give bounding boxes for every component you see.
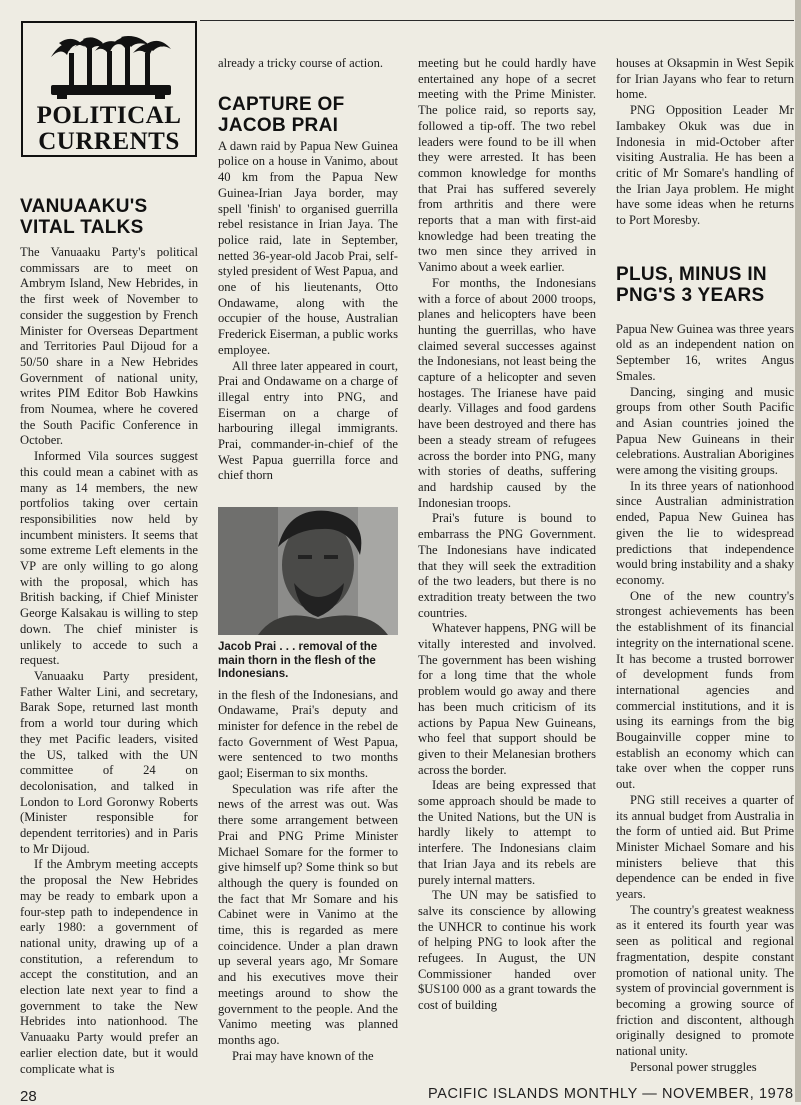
paragraph: Whatever happens, PNG will be vitally interested and involved. The government has been wishing for a long time that the whole problem would go away and there has been much criticism of its actions by Papua New Guineans, who feel that support should be given to their Melanesian brothers across the border. bbox=[418, 621, 596, 777]
page-edge bbox=[795, 0, 801, 1102]
capture-body-c bbox=[418, 56, 596, 1014]
paragraph: If the Ambrym meeting accepts the proposal the New Hebrides may be ready to embark upon a four-step path to independence in early 1980: a government of national unity, drawing up of a constitution, a referendum to accept the constitution, and an election late next year to find a government to take the New Hebrides into nationhood. The Vanuaaku Party would prefer an earlier election date, but it would complicate what is bbox=[20, 857, 198, 1076]
jacob-prai-photo bbox=[218, 507, 398, 635]
masthead-title bbox=[23, 103, 195, 155]
page-number: 28 bbox=[20, 1088, 37, 1105]
column-2-lower bbox=[218, 641, 398, 1064]
vanuaaku-body bbox=[20, 245, 198, 1077]
palm-trees-icon bbox=[49, 33, 173, 99]
paragraph: Personal power struggles bbox=[630, 1059, 757, 1074]
paragraph: Dancing, singing and music groups from other South Pacific and Asian countries joined the Papua New Guineans in their celebrations. Australian Aborigines were among the visiting groups. bbox=[616, 384, 794, 478]
capture-body-d bbox=[616, 56, 794, 229]
paragraph: already a tricky course of action. bbox=[218, 56, 384, 70]
publication-footer: PACIFIC ISLANDS MONTHLY — NOVEMBER, 1978 bbox=[428, 1086, 794, 1102]
masthead-line-2: CURRENTS bbox=[38, 128, 180, 155]
column-3 bbox=[418, 56, 596, 1014]
paragraph: Ideas are being expressed that some approach should be made to the United Nations, but the UN is hardly likely to attempt to interfere. The Indonesians claim that Irian Jaya and its rebels are purely internal matters. bbox=[418, 778, 596, 887]
paragraph: A dawn raid by Papua New Guinea police on a house in Vanimo, about 40 km from the Papua New Guinea-Irian Jaya border, may spell 'finish' to organised guerrilla rebel resistance in Irian Jaya. The police raid, late in September, netted 36-year-old Jacob Prai, self-styled president of West Papua, and one of his lieutenants, Otto Ondawame, along with the occupier of the house, Australian Frederick Eiserman, a public works employee. bbox=[218, 138, 398, 357]
paragraph: houses at Oksapmin in West Sepik for Irian Jayans who fear to return home. bbox=[616, 56, 794, 102]
png-body bbox=[616, 322, 794, 1076]
column-1 bbox=[20, 196, 198, 1077]
paragraph: Informed Vila sources suggest this could mean a cabinet with as many as 14 members, the new portfolios taking over certain responsibilities now held by incumbent ministers. It seems that some extreme Left elements in the VP are only willing to go along with the proposal, which has British backing, if Chief Minister George Kalsakau is willing to step down. The chief minister is unlikely to accede to such a request. bbox=[20, 449, 198, 668]
paragraph: Prai may have known of the bbox=[232, 1048, 374, 1063]
paragraph: All three later appeared in court, Prai and Ondawame on a charge of illegal entry into PNG, and Eiserman on a charge of harbouring illegal immigrants. Prai, commander-in-chief of the West Papua guerrilla force and chief thorn bbox=[218, 358, 398, 483]
paragraph: meeting but he could hardly have entertained any hope of a secret meeting with the Prime Minister. The police raid, so reports say, followed a tip-off. The two rebel leaders were found to be ill when they were arrested. It has been common knowledge for months that Prai has suffered severely from arthritis and there were reports that a man with first-aid knowledge had been treating the two men since they arrived in Vanimo about a week earlier. bbox=[418, 56, 596, 275]
capture-body-b bbox=[218, 688, 398, 1065]
paragraph: One of the new country's strongest achievements has been the establishment of its financial integrity on the international scene. It has become a trusted borrower of development funds from international agencies and commercial institutions, and it is using its earnings from the big Bougainville copper mine to establish an economy which can take over when the copper runs out. bbox=[616, 588, 795, 792]
masthead-line-1: POLITICAL bbox=[36, 102, 182, 129]
paragraph: For months, the Indonesians with a force of about 2000 troops, planes and helicopters have been hunting the guerrillas, who have claimed several successes against the Indonesians, not least being the capture of a helicopter and seven hostages. The Irianese have paid dearly. Villages and food gardens have been destroyed and there has been a steady stream of refugees across the border into PNG, many with stories of deaths, suffering and hardship caused by the Indonesian troops. bbox=[418, 275, 596, 510]
paragraph: PNG Opposition Leader Mr Iambakey Okuk was due in Indonesia in mid-October after visiting Australia. He has been a critic of Mr Somare's handling of the Irian Jaya problem. He might have some ideas when he returns to Port Moresby. bbox=[616, 103, 794, 228]
paragraph: Speculation was rife after the news of the arrest was out. Was there some arrangement between Prai and PNG Prime Minister Michael Somare for the former to give himself up? Some think so but although the query is founded on the fact that Mr Somare and his Cabinet were in Vanimo at the time, this is regarded as mere coincidence. Under a plan drawn up several years ago, Mr Somare and his executives move their meetings around to show the government to the people. And the Vanimo meeting was planned months ago. bbox=[218, 781, 398, 1047]
capture-body-a bbox=[218, 139, 398, 484]
column-2 bbox=[218, 56, 398, 484]
photo-caption: Jacob Prai . . . removal of the main thorn in the flesh of the Indonesians. bbox=[218, 641, 378, 680]
paragraph: In its three years of nationhood since Australian administration ended, Papua New Guinea has given the lie to widespread predictions that independence would bring instability and a shaky economy. bbox=[616, 478, 794, 587]
paragraph: Vanuaaku Party president, Father Walter Lini, and secretary, Barak Sope, returned last month from a world tour during which they met Pacific leaders, visited the US, talked with the UN committee of 24 on decolonisation, and talked in London to Lord Goronwy Roberts (Minister responsible for dependent territories) and in Paris to Mr Dijoud. bbox=[20, 668, 198, 856]
column-4 bbox=[616, 56, 794, 1075]
paragraph: The UN may be satisfied to salve its conscience by allowing the UNHCR to continue his work of helping PNG to look after the refugees. In August, the UN Commissioner handed over $US100 000 as a grant towards the cost of building bbox=[418, 888, 596, 1013]
paragraph: Prai's future is bound to embarrass the PNG Government. The Indonesians have indicated that they will seek the extradition of the two leaders, but there is no extradition treaty between the two countries. bbox=[418, 511, 596, 620]
paragraph: in the flesh of the Indonesians, and Ondawame, Prai's deputy and minister for defence in the rebel de facto Government of West Papua, were sentenced to two months gaol; Eiserman to six months. bbox=[218, 687, 398, 781]
portrait-image bbox=[218, 507, 398, 635]
paragraph: PNG still receives a quarter of its annual budget from Australia in the form of untied aid. But Prime Minister Michael Somare and his ministers believe that this dependence can be ended in five years. bbox=[616, 792, 794, 902]
capture-headline: CAPTURE OF JACOB PRAI bbox=[218, 93, 345, 136]
paragraph: The country's greatest weakness as it entered its fourth year was seen as political and regional fragmentation, despite constant promotion of national unity. The system of provincial government is becoming a growing source of friction and discontent, although originally designed to promote national unity. bbox=[616, 902, 794, 1059]
political-currents-logo bbox=[21, 21, 197, 157]
story-lead-in bbox=[218, 56, 398, 72]
top-rule bbox=[200, 20, 794, 21]
paragraph: The Vanuaaku Party's political commissars are to meet on Ambrym Island, New Hebrides, in the first week of November to consider the suggestion by French Minister for Overseas Department and Territories Paul Dijoud for a 50/50 share in a New Hebrides Government of national unity, writes PIM Editor Bob Hawkins from Noumea, where he covered the South Pacific Conference in October. bbox=[20, 245, 198, 448]
png-headline: PLUS, MINUS IN PNG'S 3 YEARS bbox=[616, 263, 767, 306]
vanuaaku-headline: VANUAAKU'S VITAL TALKS bbox=[20, 196, 148, 238]
paragraph: Papua New Guinea was three years old as an independent nation on September 16, writes Angus Smales. bbox=[616, 321, 794, 383]
